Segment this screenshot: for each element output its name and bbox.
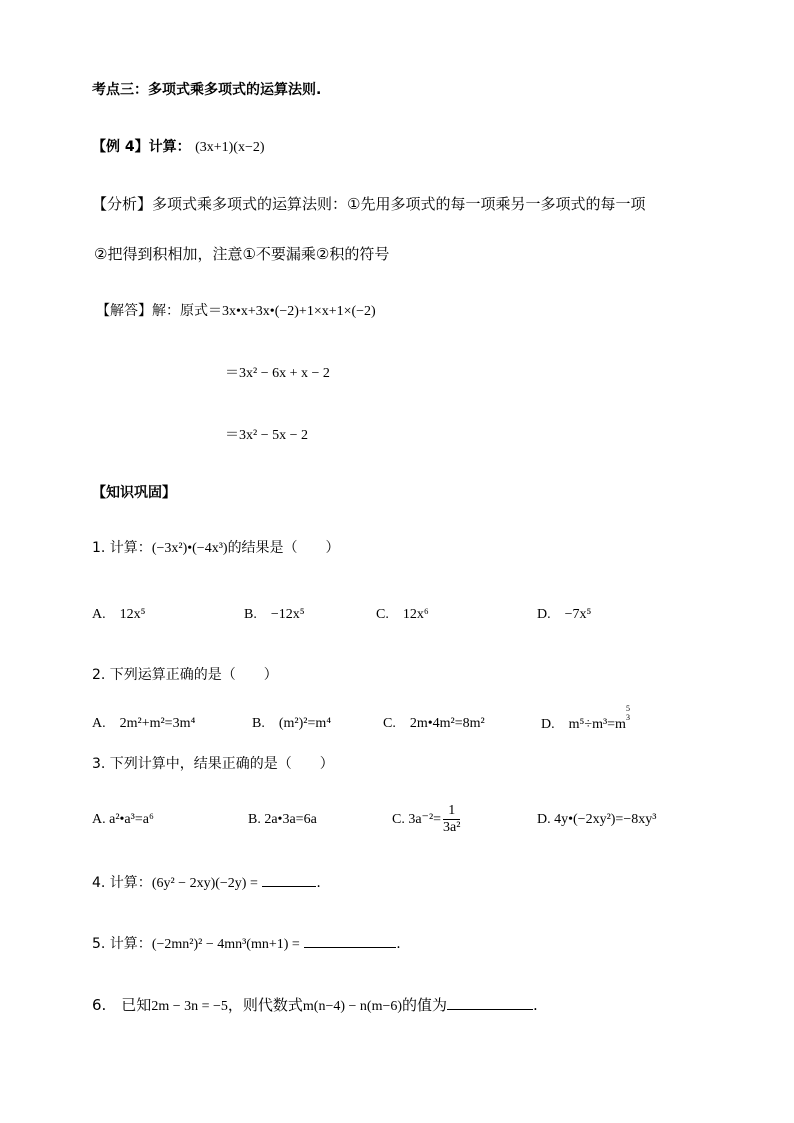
analysis-line-2 (94, 244, 389, 264)
question-6-tail: . (533, 996, 538, 1014)
exponent-numerator: 5 (625, 704, 630, 713)
question-5 (92, 933, 401, 955)
option-text: D. 4y•(−2xy²)=−8xy³ (537, 812, 657, 827)
question-6-condition: 2m − 3n = −5 (151, 999, 228, 1014)
question-1-option-c[interactable] (376, 605, 429, 625)
solution-step-3-text: ＝3x² − 5x − 2 (225, 428, 308, 443)
fraction-exponent (625, 704, 632, 728)
question-3-option-b[interactable] (248, 810, 317, 830)
solution-step-2 (225, 364, 330, 384)
section-title-text: 考点三：多项式乘多项式的运算法则. (92, 82, 322, 98)
consolidation-heading (92, 483, 176, 503)
option-text: A. 12x⁵ (92, 607, 146, 622)
question-6-expression: m(n−4) − n(m−6) (302, 999, 403, 1014)
option-text: A. a²•a³=a⁶ (92, 812, 154, 827)
question-3-option-c[interactable] (392, 800, 460, 840)
question-5-stem: 5. 计算： (92, 936, 152, 952)
question-1 (92, 538, 340, 559)
option-text: D. m⁵÷m³=m (541, 717, 626, 732)
question-5-expression: (−2mn²)² − 4mn³(mn+1) = (151, 937, 300, 952)
answer-blank[interactable] (447, 995, 533, 1010)
solution-lead: 解：原式＝ (152, 303, 222, 319)
question-2-option-a[interactable] (92, 714, 195, 734)
question-4 (92, 872, 321, 894)
question-1-option-b[interactable] (244, 605, 305, 625)
option-text: C. 3a⁻²= (392, 812, 442, 827)
solution-label: 【解答】 (96, 303, 152, 319)
solution-step-3 (225, 426, 308, 446)
question-1-suffix: 的结果是（ ） (227, 540, 340, 556)
solution-step-1: 3x•x+3x•(−2)+1×x+1×(−2) (222, 304, 376, 319)
question-3-stem: 3. 下列计算中，结果正确的是（ ） (92, 756, 334, 772)
section-title (92, 80, 321, 100)
example-expression: (3x+1)(x−2) (195, 140, 265, 155)
analysis-line-1 (92, 194, 645, 214)
question-2-stem: 2. 下列运算正确的是（ ） (92, 667, 278, 683)
question-1-expression: (−3x²)•(−4x³) (151, 541, 228, 556)
question-2-option-b[interactable] (252, 714, 331, 734)
option-text: B. 2a•3a=6a (248, 812, 317, 827)
option-text: A. 2m²+m²=3m⁴ (92, 716, 196, 731)
analysis-text-1: 多项式乘多项式的运算法则：①先用多项式的每一项乘另一多项式的每一项 (152, 195, 646, 213)
analysis-text-2: ②把得到积相加，注意①不要漏乘②积的符号 (94, 245, 390, 263)
option-text: B. (m²)²=m⁴ (252, 716, 332, 731)
option-text: C. 12x⁶ (376, 607, 429, 622)
option-text: B. −12x⁵ (244, 607, 305, 622)
question-6 (92, 995, 538, 1017)
question-5-tail: . (396, 936, 401, 952)
question-2 (92, 665, 278, 685)
solution-step-2-text: ＝3x² − 6x + x − 2 (225, 366, 330, 381)
fraction-denominator: 3a² (443, 820, 461, 836)
answer-blank[interactable] (262, 872, 316, 887)
question-3 (92, 754, 334, 774)
question-6-suffix: 的值为 (402, 996, 448, 1014)
exponent-denominator: 3 (625, 713, 630, 722)
fraction (443, 803, 460, 836)
example-4 (92, 137, 265, 158)
question-1-option-d[interactable] (537, 605, 591, 625)
consolidation-heading-text: 【知识巩固】 (92, 485, 176, 501)
question-4-expression: (6y² − 2xy)(−2y) = (151, 876, 258, 891)
analysis-label: 【分析】 (92, 195, 153, 213)
solution-line-1 (96, 301, 376, 322)
question-6-stem: 6. 已知 (92, 996, 152, 1014)
question-3-option-a[interactable] (92, 810, 154, 830)
question-4-stem: 4. 计算： (92, 875, 152, 891)
option-text: D. −7x⁵ (537, 607, 592, 622)
question-6-mid: ，则代数式 (227, 996, 303, 1014)
question-4-tail: . (316, 875, 321, 891)
question-2-option-d[interactable] (541, 704, 632, 735)
question-1-option-a[interactable] (92, 605, 146, 625)
question-1-stem: 1. 计算： (92, 540, 152, 556)
question-3-option-d[interactable] (537, 810, 656, 830)
answer-blank[interactable] (304, 933, 396, 948)
option-text: C. 2m•4m²=8m² (383, 716, 485, 731)
example-label: 【例 4】计算： (92, 139, 191, 155)
fraction-numerator: 1 (443, 803, 460, 820)
question-2-option-c[interactable] (383, 714, 485, 734)
